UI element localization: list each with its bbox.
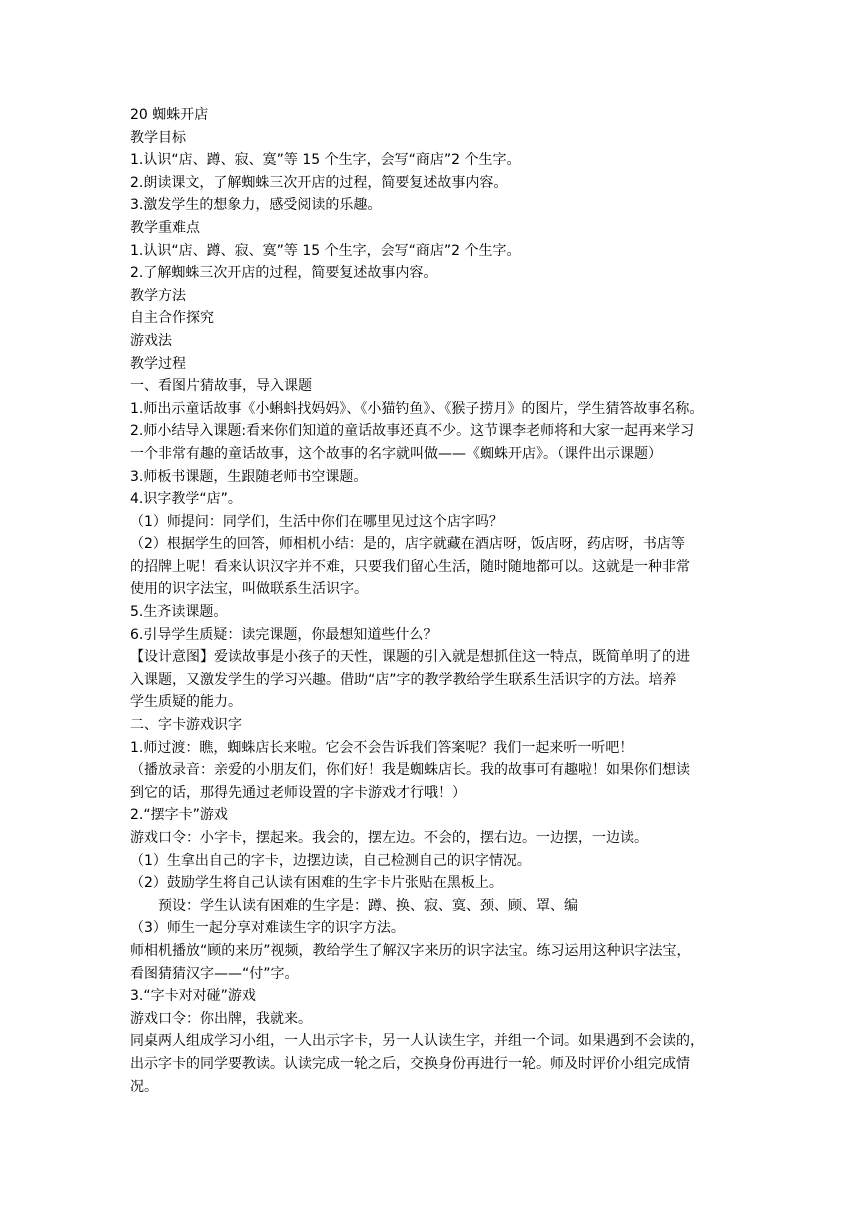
text-line: 使用的识字法宝，叫做联系生活识字。	[130, 581, 368, 598]
text-line: （3）师生一起分享对难读生字的识字方法。	[130, 920, 405, 937]
text-line: 二、字卡游戏识字	[130, 717, 242, 734]
text-line: 出示字卡的同学要教读。认读完成一轮之后，交换身份再进行一轮。师及时评价小组完成情	[130, 1055, 690, 1072]
text-line: （播放录音：亲爱的小朋友们，你们好！我是蜘蛛店长。我的故事可有趣啦！如果你们想读	[130, 762, 690, 779]
document-page	[130, 104, 740, 1098]
text-line: 游戏法	[130, 332, 172, 349]
text-line: 入课题，又激发学生的学习兴趣。借助“店”字的教学教给学生联系生活识字的方法。培养	[130, 671, 677, 688]
text-line: 4.识字教学“店”。	[130, 491, 242, 508]
text-line: 2.师小结导入课题:看来你们知道的童话故事还真不少。这节课李老师将和大家一起再来学习	[130, 423, 695, 440]
text-line: 2.“摆字卡”游戏	[130, 807, 228, 824]
text-line: 学生质疑的能力。	[130, 694, 242, 711]
text-line: 教学目标	[130, 129, 186, 146]
text-line: （1）师提问：同学们，生活中你们在哪里见过这个店字吗？	[130, 513, 503, 530]
text-line: 看图猜猜汉字——“付”字。	[130, 965, 299, 982]
text-line: 1.师出示童话故事《小蝌蚪找妈妈》、《小猫钓鱼》、《猴子捞月》的图片，学生猜答故事名称。	[130, 400, 704, 417]
text-line: （2）鼓励学生将自己认读有困难的生字卡片张贴在黑板上。	[130, 875, 503, 892]
text-line: 一个非常有趣的童话故事，这个故事的名字就叫做——《蜘蛛开店》。（课件出示课题）	[130, 445, 662, 462]
text-line: 的招牌上呢！看来认识汉字并不难，只要我们留心生活，随时随地都可以。这就是一种非常	[130, 558, 690, 575]
text-line: 3.激发学生的想象力，感受阅读的乐趣。	[130, 197, 382, 214]
text-line: 况。	[130, 1078, 158, 1095]
text-line: 一、看图片猜故事，导入课题	[130, 378, 312, 395]
text-line: （2）根据学生的回答，师相机小结：是的，店字就藏在酒店呀，饭店呀，药店呀，书店等	[130, 536, 685, 553]
text-line: 2.了解蜘蛛三次开店的过程，简要复述故事内容。	[130, 265, 438, 282]
text-line: 【设计意图】爱读故事是小孩子的天性，课题的引入就是想抓住这一特点，既简单明了的进	[130, 649, 690, 666]
text-line: 5.生齐读课题。	[130, 604, 228, 621]
text-line: 20 蜘蛛开店	[130, 107, 209, 123]
text-line: 3.“字卡对对碰”游戏	[130, 988, 256, 1005]
text-line: 教学过程	[130, 355, 186, 372]
text-line: 到它的话，那得先通过老师设置的字卡游戏才行哦！）	[130, 784, 466, 801]
text-line: 2.朗读课文，了解蜘蛛三次开店的过程，简要复述故事内容。	[130, 174, 508, 191]
text-line: 1.认识“店、蹲、寂、寞”等 15 个生字，会写“商店”2 个生字。	[130, 152, 521, 169]
text-line: 游戏口令：你出牌，我就来。	[130, 1010, 312, 1027]
text-line: 同桌两人组成学习小组，一人出示字卡，另一人认读生字，并组一个词。如果遇到不会读的，	[130, 1033, 704, 1050]
text-line: 师相机播放“顾的来历”视频，教给学生了解汉字来历的识字法宝。练习运用这种识字法宝，	[130, 942, 691, 959]
text-line: 游戏口令：小字卡，摆起来。我会的，摆左边。不会的，摆右边。一边摆，一边读。	[130, 830, 648, 846]
text-line: 教学方法	[130, 287, 186, 304]
text-line: 1.认识“店、蹲、寂、寞”等 15 个生字，会写“商店”2 个生字。	[130, 242, 521, 259]
text-line: 1.师过渡：瞧，蜘蛛店长来啦。它会不会告诉我们答案呢？我们一起来听一听吧！	[130, 739, 634, 756]
text-line: 6.引导学生质疑：读完课题，你最想知道些什么？	[130, 626, 438, 643]
text-line: 教学重难点	[130, 219, 200, 236]
text-line: 预设：学生认读有困难的生字是：蹲、换、寂、寞、颈、顾、罩、编	[158, 897, 578, 914]
text-line: （1）生拿出自己的字卡，边摆边读，自己检测自己的识字情况。	[130, 852, 531, 869]
text-line: 3.师板书课题，生跟随老师书空课题。	[130, 468, 368, 485]
text-line: 自主合作探究	[130, 310, 214, 327]
